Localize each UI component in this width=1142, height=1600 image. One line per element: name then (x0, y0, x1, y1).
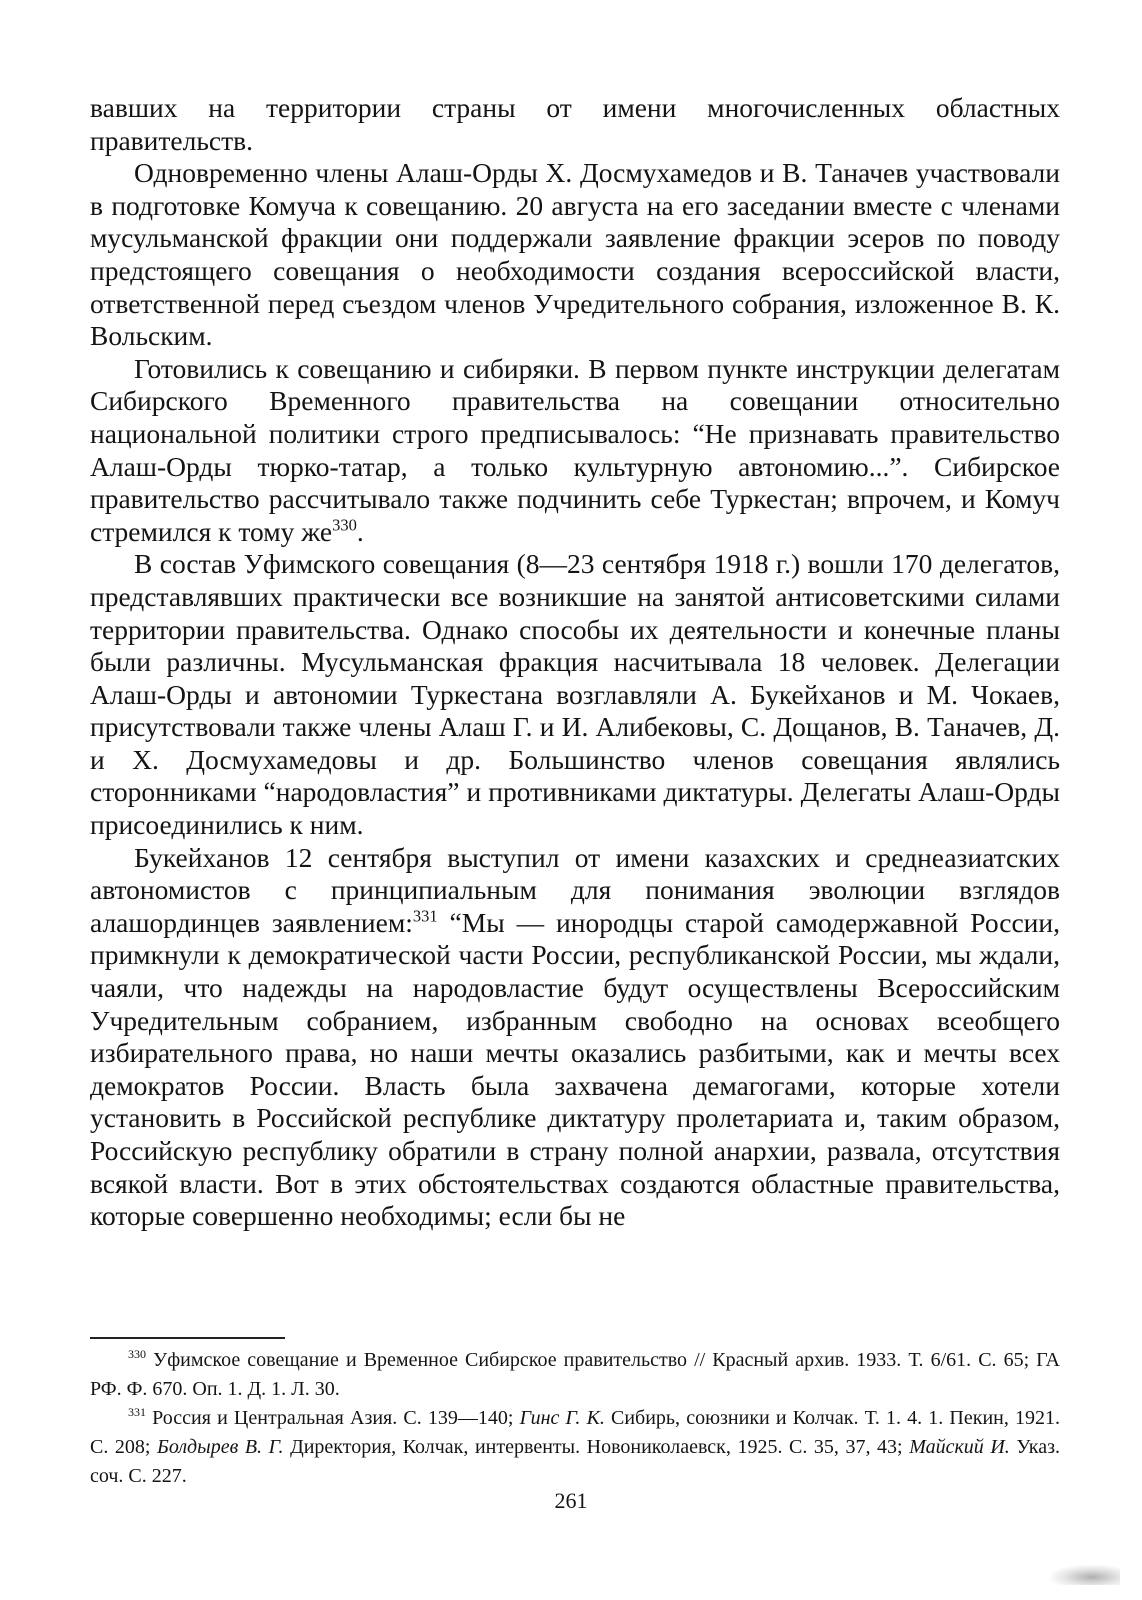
text-run: Уфимское совещание и Временное Сибирское правительство // Красный архив. 1933. Т. 6/61. С. 65; ГА РФ. Ф. 670. Оп. 1. Д. 1. Л. 30. (90, 1349, 1060, 1400)
text-run: “Мы — инородцы старой самодержавной России, примкнули к демократической части России, республиканской России, мы ждали, чаяли, что надежды на народовластие будут осуществлены Всероссийским Учредительным собранием, избранным свободно на основах всеобщего избирательного права, но наши мечты оказались разбитыми, как и мечты всех демократов России. Власть была захвачена демагогами, которые хотели установить в Российской республике диктатуру пролетариата и, таким образом, Российскую республику обратили в страну полной анархии, развала, отсутствия всякой власти. Вот в этих обстоятельствах создаются областные правительства, которые совершенно необходимы; если бы не (90, 906, 1060, 1232)
paragraph (90, 353, 1060, 549)
text-run: Директория, Колчак, интервенты. Новониколаевск, 1925. С. 35, 37, 43; (283, 1436, 910, 1458)
text-run: Сибирь, союзники и Колчак. Т. 1. 4. 1. Пекин, 1921. С. 208; (90, 1407, 1060, 1458)
text-run: Готовились к совещанию и сибиряки. В первом пункте инструкции делегатам Сибирского Временного правительства на совещании относительно национальной политики строго предписывалось: “Не признавать правительство Алаш-Орды тюрко-татар, а только культурную автономию...”. Сибирское правительство рассчитывало также подчинить себе Туркестан; впрочем, и Комуч стремился к тому же (90, 352, 1060, 547)
footnotes (90, 1346, 1060, 1491)
author-name: Гинс Г. К. (519, 1407, 605, 1429)
main-text (90, 92, 1060, 1233)
author-name: Болдырев В. Г. (157, 1436, 284, 1458)
paragraph (90, 842, 1060, 1233)
footnote (90, 1346, 1060, 1404)
text-run: вавших на территории страны от имени многочисленных областных правительств. (90, 92, 1060, 156)
text-run: Указ. соч. С. 227. (90, 1436, 1060, 1487)
author-name: Майский И. (909, 1436, 1010, 1458)
footnote (90, 1404, 1060, 1491)
footnote-divider (90, 1337, 285, 1339)
text-run: Одновременно члены Алаш-Орды Х. Досмухамедов и В. Таначев участвовали в подготовке Комуча к совещанию. 20 августа на его заседании вместе с членами мусульманской фракции они поддержали заявление фракции эсеров по поводу предстоящего совещания о необходимости создания всероссийской власти, ответственной перед съездом членов Учредительного собрания, изложенное В. К. Вольским. (90, 157, 1060, 352)
paragraph (90, 157, 1060, 353)
scan-smudge (1050, 1565, 1120, 1585)
footnote-marker: 331 (412, 906, 438, 926)
page-number: 261 (554, 1488, 588, 1513)
text-run: . (356, 515, 364, 547)
text-run: В состав Уфимского совещания (8—23 сентября 1918 г.) вошли 170 делегатов, представлявших практически все возникшие на занятой антисоветскими силами территории правительства. Однако способы их деятельности и конечные планы были различны. Мусульманская фракция насчитывала 18 человек. Делегации Алаш-Орды и автономии Туркестана возглавляли А. Букейханов и М. Чокаев, присутствовали также члены Алаш Г. и И. Алибековы, С. Дощанов, В. Таначев, Д. и Х. Досмухамедовы и др. Большинство членов совещания являлись сторонниками “народовластия” и противниками диктатуры. Делегаты Алаш-Орды присоединились к ним. (90, 548, 1060, 841)
text-run: Букейханов 12 сентября выступил от имени казахских и среднеазиатских автономистов с принципиальным для понимания эволюции взглядов алашординцев заявлением: (90, 841, 1060, 938)
footnote-marker: 330 (128, 1347, 146, 1362)
footnote-marker: 330 (332, 515, 357, 534)
paragraph (90, 548, 1060, 841)
text-run: Россия и Центральная Азия. С. 139—140; (146, 1407, 520, 1429)
paragraph (90, 92, 1060, 157)
footnote-marker: 331 (128, 1405, 146, 1420)
